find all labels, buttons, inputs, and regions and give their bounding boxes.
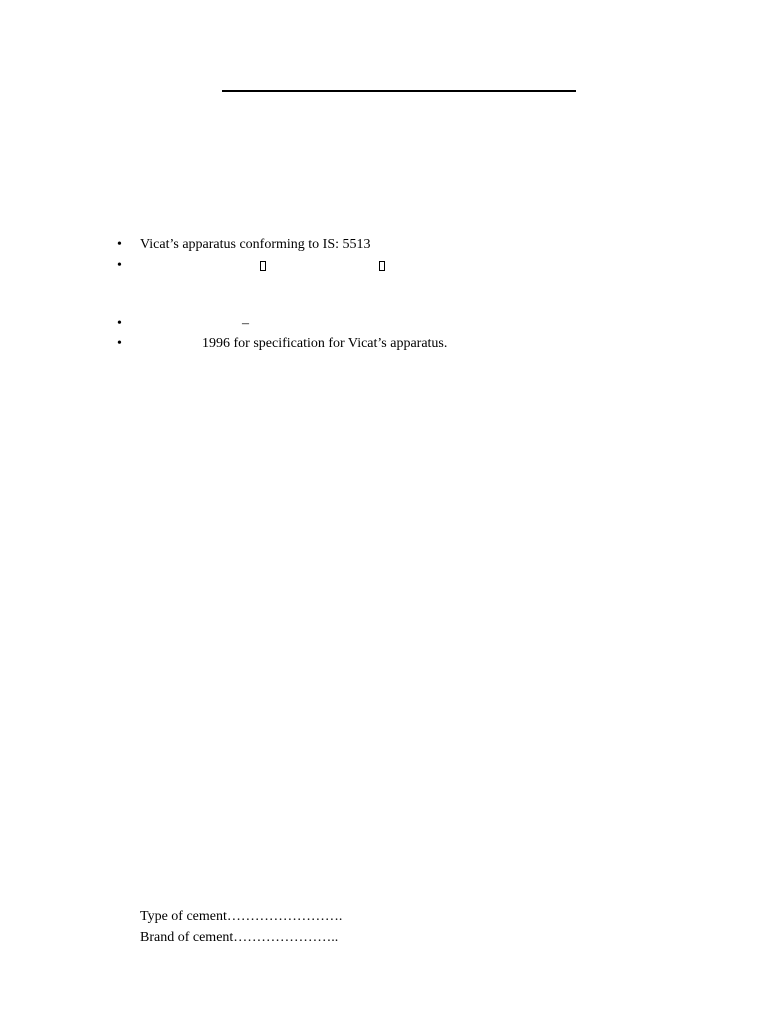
list-item-text: 1996 for specification for Vicat’s apparatus. xyxy=(202,336,448,351)
bullet-marker: • xyxy=(117,336,122,351)
bullet-marker: • xyxy=(117,258,122,273)
list-item-text: Vicat’s apparatus conforming to IS: 5513 xyxy=(140,237,371,252)
list-item-text: – xyxy=(242,316,249,331)
missing-glyph-icon xyxy=(379,261,385,271)
bullet-marker: • xyxy=(117,237,122,252)
type-of-cement-line: Type of cement……………………. xyxy=(140,909,343,924)
brand-of-cement-line: Brand of cement………………….. xyxy=(140,930,339,945)
bullet-marker: • xyxy=(117,316,122,331)
title-underline xyxy=(222,90,576,92)
missing-glyph-icon xyxy=(260,261,266,271)
